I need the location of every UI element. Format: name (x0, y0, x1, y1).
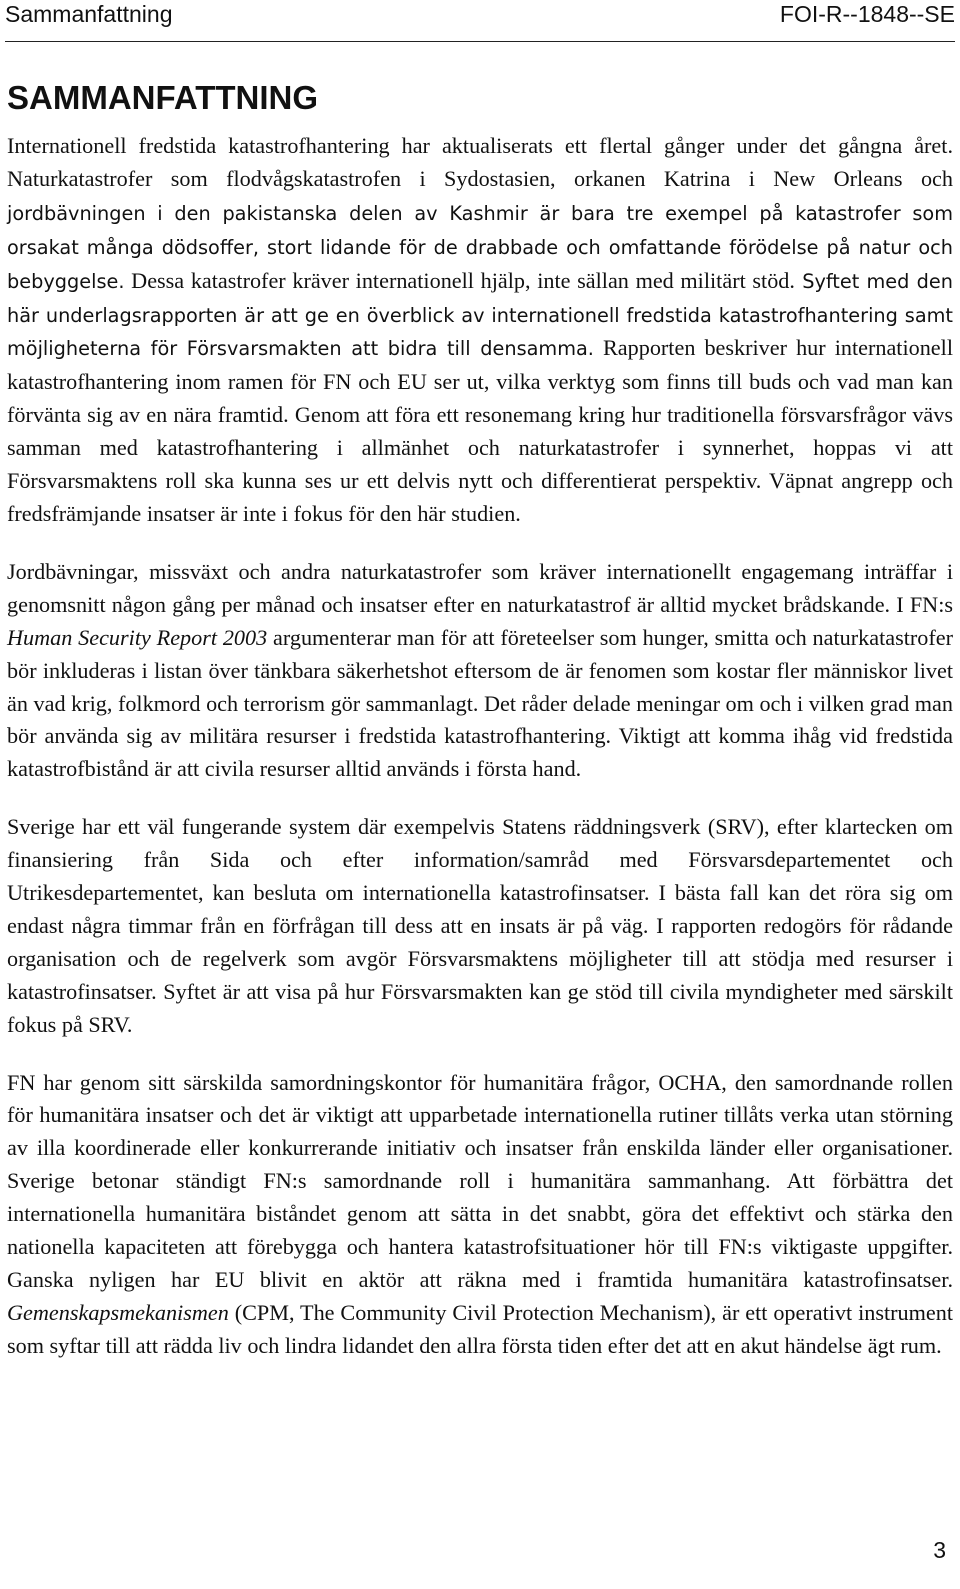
paragraph-1-text-f: Genom att föra ett resonemang kring hur traditionella försvarsfrågor vävs samman med katastrofhantering i allmänhet och naturkatastrofer i synnerhet, hoppas vi att Försvarsmaktens roll ska kunna ses ur ett delvis nytt och differentierat perspektiv. (7, 402, 953, 494)
paragraph-2 (7, 556, 953, 786)
running-header (5, 0, 955, 42)
paragraph-1 (7, 130, 953, 531)
paragraph-4 (7, 1067, 953, 1363)
paragraph-4-text-a: FN har genom sitt särskilda samordningskontor för humanitära frågor, OCHA, den samordnande rollen för humanitära insatser och det är viktigt att upparbetade internationella rutiner tillåts verka utan störning av illa koordinerade eller konkurrerande initiativ och insatser från enskilda länder eller organisationer. Sverige betonar ständigt FN:s samordnande roll i humanitära sammanhang. Att förbättra det internationella humanitära biståndet genom att sätta in det snabbt, göra det effektivt och stärka den nationella kapaciteten att förebygga och hantera katastrofsituationer hör till FN:s viktigaste uppgifter. Ganska nyligen har EU blivit en aktör att räkna med i framtida humanitära katastrofinsatser. (7, 1069, 953, 1292)
page-number: 3 (933, 1537, 946, 1563)
header-report-id: FOI-R--1848--SE (779, 1, 955, 27)
paragraph-4-mechanism-name: Gemenskapsmekanismen (7, 1299, 229, 1325)
paragraph-1-text-e: Rapporten beskriver hur internationell katastrofhantering inom ramen för FN och EU ser ut, vilka verktyg som finns till buds och vad man kan förvänta sig av en nära framtid. (7, 335, 953, 428)
paragraph-3: Sverige har ett väl fungerande system där exempelvis Statens räddningsverk (SRV), efter klartecken om finansiering från Sida och efter information/samråd med Försvarsdepartementet och Utrikesdepartementet, kan besluta om internationella katastrofinsatser. I bästa fall kan det röra sig om endast några timmar från en förfrågan till dess att en insats är på väg. I rapporten redogörs för rådande organisation och de regelverk som avgör Försvarsmaktens möjligheter till att stödja med resurser i katastrofinsatser. Syftet är att visa på hur Försvarsmakten kan ge stöd till civila myndigheter med särskilt fokus på SRV. (7, 814, 953, 1037)
body-text (7, 130, 953, 1363)
paragraph-2-text-a: Jordbävningar, missväxt och andra naturkatastrofer som kräver internationellt engagemang inträffar i genomsnitt någon gång per månad och insatser efter en naturkatastrof är alltid mycket brådskande. I FN:s (7, 558, 953, 617)
paragraph-1-text-a: Internationell fredstida katastrofhantering har aktualiserats ett flertal gånger under det gångna året. Naturkatastrofer som flodvågskatastrofen i Sydostasien, orkanen Katrina i New Orleans och (7, 133, 953, 191)
header-section-title: Sammanfattning (5, 1, 173, 27)
paragraph-1-text-d: Syftet med den här underlagsrapporten är att ge en överblick av internationell fredstida katastrofhantering samt möjligheterna för Försvarsmakten att bidra till densamma. (7, 269, 953, 361)
paragraph-1-text-b: jordbävningen i den pakistanska delen av Kashmir är bara tre exempel på katastrofer som orsakat många dödsoffer, stort lidande för de drabbade och omfattande förödelse på natur och bebyggelse. (7, 201, 953, 293)
paragraph-1-text-g: Väpnat angrepp och fredsfrämjande insatser är inte i fokus för den här studien. (7, 468, 953, 526)
page-title: SAMMANFATTNING (7, 79, 319, 116)
paragraph-1-text-c: Dessa katastrofer kräver internationell hjälp, inte sällan med militärt stöd. (124, 267, 795, 293)
paragraph-2-report-title: Human Security Report 2003 (7, 624, 268, 650)
paragraph-2-text-b: argumenterar man för att företeelser som hunger, smitta och naturkatastrofer bör inkluderas i listan över tänkbara säkerhetshot eftersom de är fenomen som kostar fler människor livet än vad krig, folkmord och terrorism gör sammanlagt. Det råder delade meningar om och i vilken grad man bör använda sig av militära resurser i fredstida katastrofhantering. Viktigt att komma ihåg vid fredstida katastrofbistånd är att civila resurser alltid används i första hand. (7, 624, 953, 782)
paragraph-4-text-b: (CPM, The Community Civil Protection Mechanism), är ett operativt instrument som syftar till att rädda liv och lindra lidandet den allra första tiden efter det att en akut händelse ägt rum. (7, 1299, 953, 1358)
